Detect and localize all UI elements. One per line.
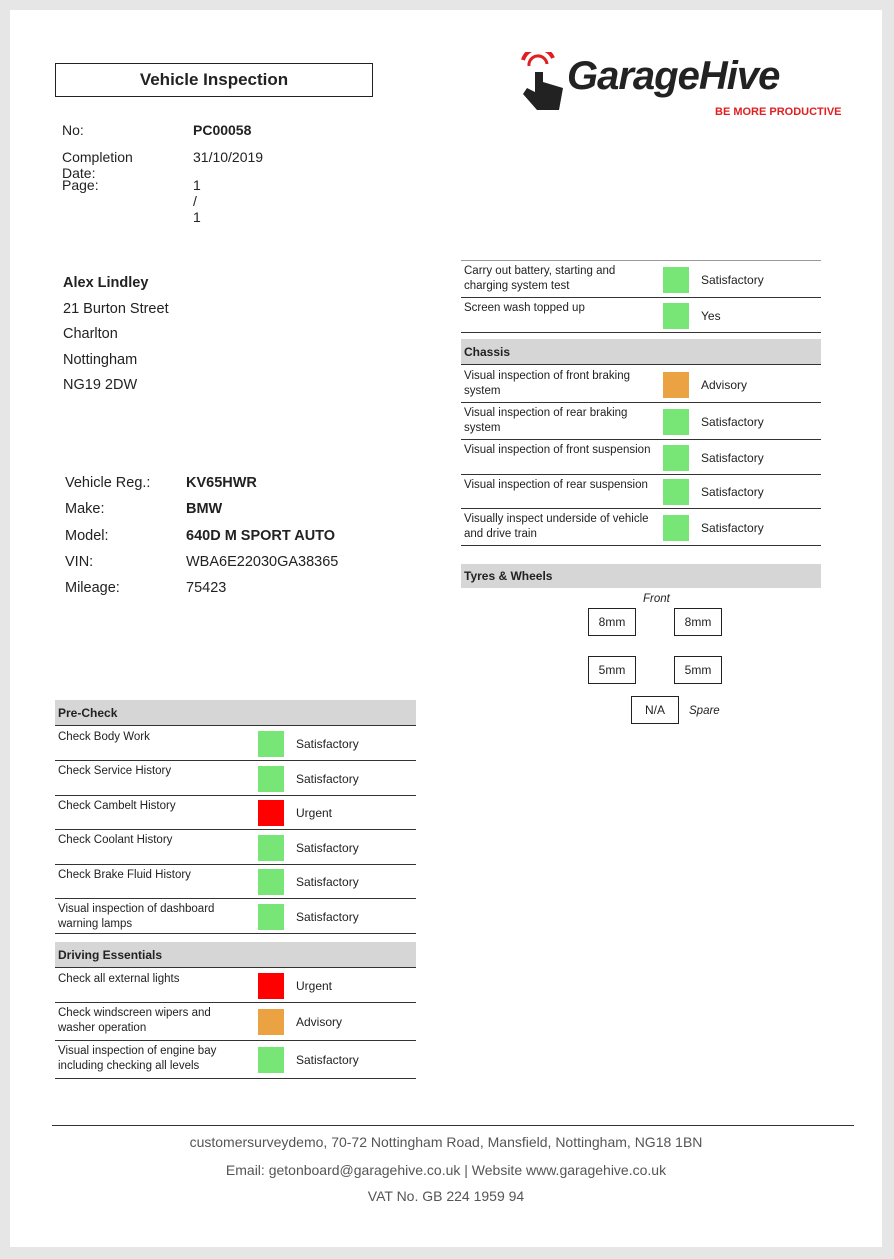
meta-value: 31/10/2019 [193, 149, 264, 165]
status-swatch [663, 515, 689, 541]
status-swatch [663, 445, 689, 471]
address-line: 21 Burton Street [63, 301, 169, 317]
address-line: NG19 2DW [63, 377, 138, 393]
logo-name: GarageHive [567, 54, 780, 98]
inspection-row [55, 865, 416, 899]
status-swatch [663, 303, 689, 329]
inspection-row [55, 830, 416, 865]
footer-address: customersurveydemo, 70-72 Nottingham Road, Mansfield, Nottingham, NG18 1BN [189, 1134, 703, 1150]
row-label: Screen wash topped up [464, 302, 585, 314]
tyre-spare: N/A [631, 696, 679, 724]
row-status: Satisfactory [296, 875, 359, 889]
logo-tagline: BE MORE PRODUCTIVE [715, 106, 842, 118]
vehicle-label: VIN: [65, 554, 94, 570]
inspection-row [461, 261, 821, 298]
meta-label: No: [62, 122, 84, 138]
row-status: Urgent [296, 979, 333, 993]
tyre-front-label: Front [643, 593, 670, 605]
inspection-row [461, 475, 821, 509]
tyre-front-right: 8mm [674, 608, 722, 636]
row-status: Satisfactory [296, 737, 359, 751]
row-label: Visual inspection of front suspension [464, 444, 651, 456]
tyre-spare-label: Spare [689, 705, 720, 717]
inspection-row [55, 796, 416, 830]
row-status: Satisfactory [296, 910, 359, 924]
garagehive-logo [515, 48, 855, 120]
status-swatch [258, 835, 284, 861]
section-header: Driving Essentials [55, 942, 416, 968]
status-swatch [258, 800, 284, 826]
inspection-row [461, 440, 821, 475]
address-line: Charlton [63, 326, 118, 342]
inspection-row [55, 1003, 416, 1041]
row-status: Advisory [701, 378, 748, 392]
row-status: Satisfactory [701, 451, 764, 465]
row-label: Check Service History [58, 765, 172, 777]
status-swatch [258, 904, 284, 930]
inspection-page [10, 10, 882, 1247]
row-status: Advisory [296, 1015, 343, 1029]
status-swatch [663, 409, 689, 435]
vehicle-value: BMW [186, 501, 223, 517]
inspection-row [55, 761, 416, 796]
vehicle-label: Mileage: [65, 580, 120, 596]
inspection-row [55, 1041, 416, 1079]
inspection-row [461, 366, 821, 403]
row-label: Check Cambelt History [58, 800, 176, 812]
row-label: Carry out battery, starting and charging system test [464, 265, 616, 292]
tyre-rear-left: 5mm [588, 656, 636, 684]
address-line: Nottingham [63, 352, 138, 368]
status-swatch [663, 267, 689, 293]
status-swatch [258, 731, 284, 757]
row-status: Satisfactory [701, 485, 764, 499]
footer-divider [52, 1125, 854, 1126]
row-status: Satisfactory [296, 772, 359, 786]
status-swatch [663, 372, 689, 398]
vehicle-value: 640D M SPORT AUTO [186, 528, 336, 544]
meta-value: PC00058 [193, 122, 252, 138]
vehicle-value: KV65HWR [186, 475, 257, 491]
vehicle-label: Vehicle Reg.: [65, 475, 151, 491]
row-status: Satisfactory [701, 521, 764, 535]
row-status: Satisfactory [296, 841, 359, 855]
status-swatch [258, 1009, 284, 1035]
document-title: Vehicle Inspection [55, 63, 373, 97]
row-label: Check all external lights [58, 973, 180, 985]
status-swatch [258, 973, 284, 999]
row-status: Urgent [296, 806, 333, 820]
inspection-row [55, 969, 416, 1003]
customer-name: Alex Lindley [63, 275, 149, 291]
tyres-section-header: Tyres & Wheels [461, 564, 821, 588]
inspection-row [461, 509, 821, 546]
meta-label: Page: [62, 177, 99, 193]
section-header: Chassis [461, 339, 821, 365]
footer-contact: Email: getonboard@garagehive.co.uk | Website www.garagehive.co.uk [225, 1162, 667, 1178]
inspection-row [461, 298, 821, 333]
vehicle-value: WBA6E22030GA38365 [186, 554, 339, 570]
row-status: Yes [701, 309, 721, 323]
row-label: Visual inspection of rear suspension [464, 479, 648, 491]
meta-label: Completion Date: [62, 149, 133, 181]
vehicle-label: Model: [65, 528, 109, 544]
row-status: Satisfactory [701, 273, 764, 287]
tyre-rear-right: 5mm [674, 656, 722, 684]
row-label: Check Brake Fluid History [58, 869, 191, 881]
row-label: Check Coolant History [58, 834, 173, 846]
hand-click-icon [515, 52, 569, 116]
row-label: Visual inspection of front braking system [464, 370, 630, 397]
inspection-row [461, 403, 821, 440]
inspection-row [55, 727, 416, 761]
status-swatch [258, 766, 284, 792]
status-swatch [258, 1047, 284, 1073]
footer-vat: VAT No. GB 224 1959 94 [367, 1188, 525, 1204]
row-label: Visual inspection of rear braking system [464, 407, 628, 434]
tyre-front-left: 8mm [588, 608, 636, 636]
row-label: Visually inspect underside of vehicle and drive train [464, 513, 649, 540]
status-swatch [663, 479, 689, 505]
row-label: Visual inspection of engine bay including checking all levels [58, 1045, 217, 1072]
section-header: Pre-Check [55, 700, 416, 726]
vehicle-label: Make: [65, 501, 105, 517]
inspection-row [55, 899, 416, 934]
meta-value: 1 / 1 [193, 177, 201, 225]
row-status: Satisfactory [296, 1053, 359, 1067]
row-status: Satisfactory [701, 415, 764, 429]
row-label: Check Body Work [58, 731, 150, 743]
row-label: Check windscreen wipers and washer operation [58, 1007, 211, 1034]
vehicle-value: 75423 [186, 580, 227, 596]
row-label: Visual inspection of dashboard warning lamps [58, 903, 215, 930]
status-swatch [258, 869, 284, 895]
